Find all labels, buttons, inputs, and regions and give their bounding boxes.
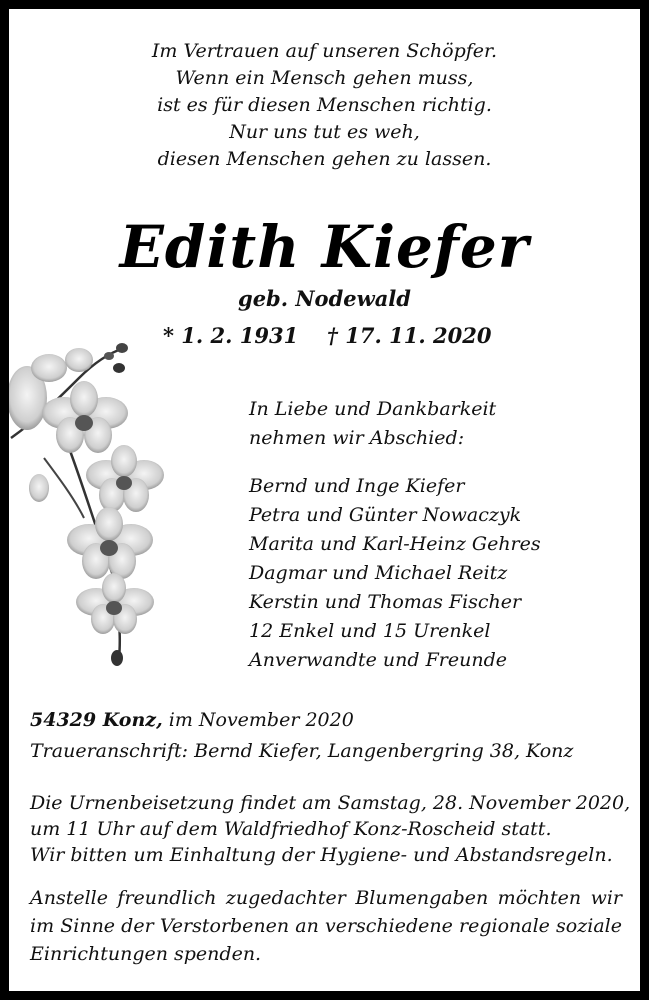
deceased-name: Edith Kiefer: [119, 213, 530, 281]
donation-text: Anstelle freundlich zugedachter Blumengaben möchten wir im Sinne der Verstorbenen an verschiedene regionale soziale Einrichtungen spenden.: [30, 887, 622, 965]
birth-date: * 1. 2. 1931: [163, 323, 299, 348]
place-city: 54329 Konz,: [30, 709, 163, 731]
poem-line: Wenn ein Mensch gehen muss,: [175, 67, 474, 89]
mourner-line: Anverwandte und Freunde: [249, 649, 507, 671]
mourner-line: Bernd und Inge Kiefer: [249, 475, 465, 497]
funeral-info: [30, 790, 631, 868]
place-block: [30, 706, 622, 765]
death-date: † 17. 11. 2020: [327, 323, 492, 348]
place-date: im November 2020: [162, 709, 354, 731]
funeral-line: Die Urnenbeisetzung findet am Samstag, 28. November 2020,: [30, 792, 631, 814]
poem-line: Im Vertrauen auf unseren Schöpfer.: [151, 40, 498, 62]
mourner-line: Marita und Karl-Heinz Gehres: [249, 533, 541, 555]
orchid-illustration: [9, 338, 169, 668]
funeral-line: Wir bitten um Einhaltung der Hygiene- und Abstandsregeln.: [30, 844, 613, 866]
farewell-text: [249, 395, 496, 453]
funeral-line: um 11 Uhr auf dem Waldfriedhof Konz-Roscheid statt.: [30, 818, 552, 840]
donation-info: [30, 884, 622, 968]
poem: [0, 38, 649, 173]
poem-line: diesen Menschen gehen zu lassen.: [157, 148, 492, 170]
maiden-name: geb. Nodewald: [238, 286, 411, 311]
address-line: Traueranschrift: Bernd Kiefer, Langenbergring 38, Konz: [30, 740, 574, 762]
poem-line: ist es für diesen Menschen richtig.: [157, 94, 492, 116]
farewell-line: nehmen wir Abschied:: [249, 427, 465, 449]
mourners-list: [249, 472, 541, 675]
mourner-line: Petra und Günter Nowaczyk: [249, 504, 522, 526]
poem-line: Nur uns tut es weh,: [229, 121, 420, 143]
mourner-line: 12 Enkel und 15 Urenkel: [249, 620, 491, 642]
place-line: [30, 706, 622, 734]
mourner-line: Kerstin und Thomas Fischer: [249, 591, 522, 613]
farewell-line: In Liebe und Dankbarkeit: [249, 398, 497, 420]
mourner-line: Dagmar und Michael Reitz: [249, 562, 508, 584]
